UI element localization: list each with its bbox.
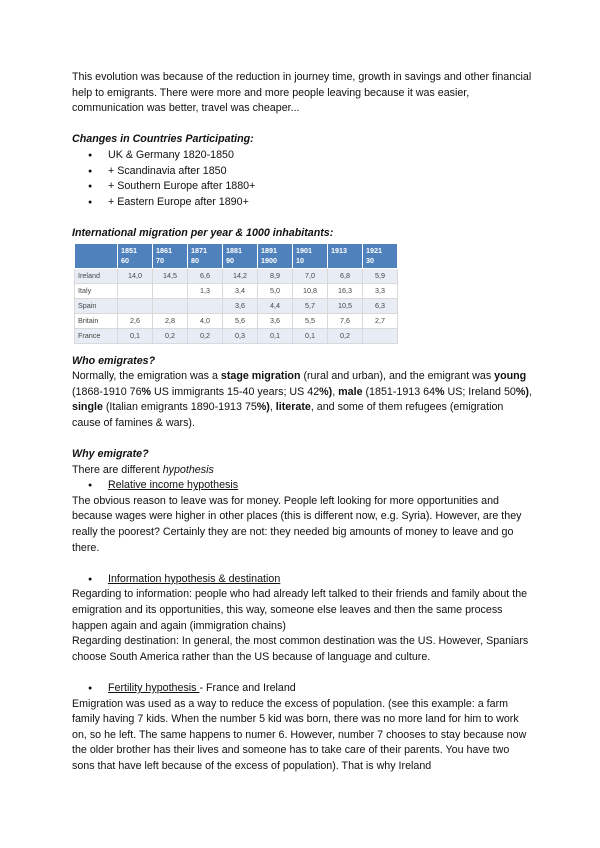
- table-header-cell: 1901 10: [293, 243, 328, 268]
- table-cell: 14,5: [153, 268, 188, 283]
- table-cell: 2,7: [363, 313, 398, 328]
- table-cell: 4,0: [188, 313, 223, 328]
- fertility-text: Emigration was used as a way to reduce the excess of population. (see this example: a farm family having 7 kids. When the number 5 kid was born, there was no more land for him to work on, so he left. The same happens to numer 6. However, number 7 chooses to stay because now the older brother has their lives and someone has to take care of their parents. You have two sons that have left because of the excess of population). That is why Ireland: [72, 697, 527, 772]
- table-cell: 10,5: [328, 298, 363, 313]
- table-row-label: France: [75, 328, 118, 343]
- table-cell: 6,8: [328, 268, 363, 283]
- migration-table: [74, 243, 398, 344]
- table-cell: 0,3: [223, 328, 258, 343]
- table-cell: 0,2: [153, 328, 188, 343]
- table-cell: 5,6: [223, 313, 258, 328]
- table-cell: 1,3: [188, 283, 223, 298]
- information-text: Regarding to information: people who had already left talked to their friends and family about the emigration and its opportunities, this way, someone else leaves and then the same process happen again and again (immigration chains): [72, 588, 528, 632]
- table-header-cell: 1921 30: [363, 243, 398, 268]
- table-row: [75, 313, 398, 328]
- table-row-label: Spain: [75, 298, 118, 313]
- table-cell: 0,1: [258, 328, 293, 343]
- table-cell: 7,6: [328, 313, 363, 328]
- document-body: [72, 70, 532, 775]
- table-row-label: Italy: [75, 283, 118, 298]
- why-heading: Why emigrate?: [72, 448, 149, 461]
- table-cell: 4,4: [258, 298, 293, 313]
- table-cell: 0,2: [328, 328, 363, 343]
- table-cell: 8,9: [258, 268, 293, 283]
- table-cell: 3,6: [258, 313, 293, 328]
- table-cell: [118, 283, 153, 298]
- intro-paragraph: This evolution was because of the reduction in journey time, growth in savings and other financial help to emigrants. There were more and more people leaving because it was easier, communication was better, travel was cheaper...: [72, 71, 532, 115]
- table-header-cell: 1913: [328, 243, 363, 268]
- table-row: [75, 283, 398, 298]
- table-cell: 5,7: [293, 298, 328, 313]
- table-cell: 3,4: [223, 283, 258, 298]
- table-cell: 0,1: [118, 328, 153, 343]
- table-cell: 6,6: [188, 268, 223, 283]
- table-header-cell: 1881 90: [223, 243, 258, 268]
- table-header-cell: 1871 80: [188, 243, 223, 268]
- list-item: ● + Scandinavia after 1850: [72, 164, 532, 180]
- list-item: ● + Southern Europe after 1880+: [72, 179, 532, 195]
- table-cell: 16,3: [328, 283, 363, 298]
- list-item: ● UK & Germany 1820-1850: [72, 148, 532, 164]
- changes-heading: Changes in Countries Participating:: [72, 133, 254, 146]
- table-row-label: Ireland: [75, 268, 118, 283]
- table-cell: 5,5: [293, 313, 328, 328]
- why-intro: There are different hypothesis: [72, 463, 214, 476]
- information-title: ● Information hypothesis & destination: [72, 572, 532, 588]
- table-row: [75, 268, 398, 283]
- fertility-title: ● Fertility hypothesis - France and Ireland: [72, 681, 532, 697]
- table-cell: 5,0: [258, 283, 293, 298]
- table-cell: 0,2: [188, 328, 223, 343]
- table-cell: 3,6: [223, 298, 258, 313]
- table-corner-cell: [75, 243, 118, 268]
- relative-income-text: The obvious reason to leave was for money. People left looking for more opportunities and because wages were higher in other places (this is different now, e.g. Syria). However, are they really the poorest? Certainly they are not: they needed big amounts of money to leave and go there.: [72, 494, 522, 554]
- relative-income-title: ● Relative income hypothesis: [72, 478, 532, 494]
- table-cell: 0,1: [293, 328, 328, 343]
- who-paragraph: Normally, the emigration was a stage migration (rural and urban), and the emigrant was young (1868-1910 76% US immigrants 15-40 years; US 42%), male (1851-1913 64% US; Ireland 50%), single (Italian emigrants 1890-1913 75%), literate, and some of them refugees (emigration cause of famines & wars).: [72, 370, 532, 429]
- table-cell: 14,2: [223, 268, 258, 283]
- table-cell: 6,3: [363, 298, 398, 313]
- table-header-cell: 1861 70: [153, 243, 188, 268]
- table-header-row: [75, 243, 398, 268]
- table-cell: 7,0: [293, 268, 328, 283]
- table-row-label: Britain: [75, 313, 118, 328]
- table-header-cell: 1891 1900: [258, 243, 293, 268]
- changes-list: [72, 148, 532, 210]
- table-cell: 2,8: [153, 313, 188, 328]
- table-cell: 5,9: [363, 268, 398, 283]
- table-row: [75, 298, 398, 313]
- table-caption: International migration per year & 1000 inhabitants:: [72, 226, 334, 239]
- table-cell: [118, 298, 153, 313]
- table-header-cell: 1851 60: [118, 243, 153, 268]
- table-row: [75, 328, 398, 343]
- table-cell: [363, 328, 398, 343]
- table-cell: [188, 298, 223, 313]
- table-cell: 14,0: [118, 268, 153, 283]
- table-cell: 10,8: [293, 283, 328, 298]
- list-item: ● + Eastern Europe after 1890+: [72, 195, 532, 211]
- table-cell: [153, 298, 188, 313]
- who-heading: Who emigrates?: [72, 354, 156, 367]
- table-cell: 3,3: [363, 283, 398, 298]
- table-body: [75, 268, 398, 343]
- table-cell: [153, 283, 188, 298]
- table-cell: 2,6: [118, 313, 153, 328]
- destination-text: Regarding destination: In general, the most common destination was the US. However, Spaniars choose South America rather than the US because of language and culture.: [72, 635, 529, 663]
